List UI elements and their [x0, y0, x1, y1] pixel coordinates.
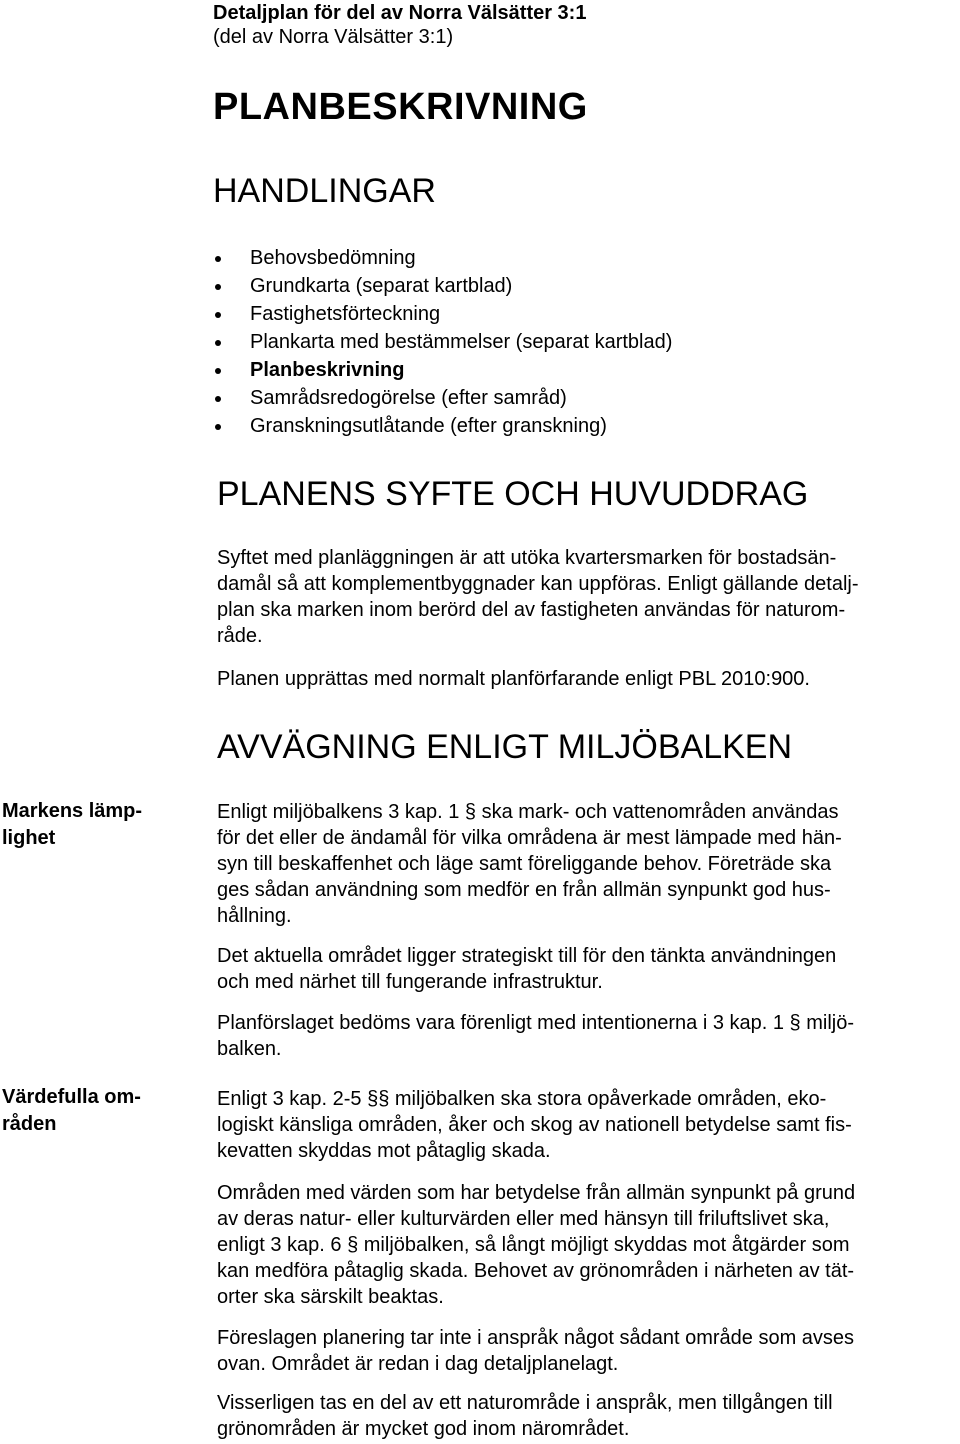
vardefulla-paragraph-4: Visserligen tas en del av ett naturområde i anspråk, men tillgången till grönområden är mycket god inom närområdet. — [217, 1392, 833, 1440]
markens-paragraph-1: Enligt miljöbalkens 3 kap. 1 § ska mark- och vattenområden användas för det eller de ändamål för vilka områdena är mest lämpade med hän- syn till beskaffenhet och läge samt föreliggande behov. Företräde ska ges sådan användning som medför en från allmän synpunkt god hus- hållning. — [217, 801, 842, 927]
markens-paragraph-2: Det aktuella området ligger strategiskt till för den tänkta användningen och med närhet till fungerande infrastruktur. — [217, 945, 837, 993]
list-item: Grundkarta (separat kartblad) — [213, 272, 672, 300]
vardefulla-omraden-label: Värdefulla om- råden — [2, 1086, 141, 1135]
document-title: Detaljplan för del av Norra Välsätter 3:1 — [213, 2, 587, 24]
list-item: Samrådsredogörelse (efter samråd) — [213, 384, 672, 412]
document-list — [213, 244, 672, 440]
vardefulla-paragraph-3: Föreslagen planering tar inte i anspråk något sådant område som avses ovan. Området är redan i dag detaljplanelagt. — [217, 1327, 855, 1375]
list-item: Granskningsutlåtande (efter granskning) — [213, 412, 672, 440]
list-item: Plankarta med bestämmelser (separat kartblad) — [213, 328, 672, 356]
syfte-paragraph-1: Syftet med planläggningen är att utöka kvartersmarken för bostadsän- damål så att komplementbyggnader kan uppföras. Enligt gällande detalj- plan ska marken inom berörd del av fastigheten användas för naturom- råde. — [217, 547, 859, 647]
markens-lamplighet-label: Markens lämp- lighet — [2, 800, 143, 849]
syfte-heading: PLANENS SYFTE OCH HUVUDDRAG — [217, 475, 809, 513]
document-subtitle: (del av Norra Välsätter 3:1) — [213, 26, 454, 48]
list-item-current: Planbeskrivning — [213, 356, 672, 384]
vardefulla-paragraph-1: Enligt 3 kap. 2-5 §§ miljöbalken ska stora opåverkade områden, eko- logiskt känsliga områden, åker och skog av nationell betydelse samt fis- kevatten skyddas mot påtaglig skada. — [217, 1088, 852, 1162]
markens-paragraph-3: Planförslaget bedöms vara förenligt med intentionerna i 3 kap. 1 § miljö- balken. — [217, 1012, 855, 1060]
main-heading: PLANBESKRIVNING — [213, 86, 588, 128]
vardefulla-paragraph-2: Områden med värden som har betydelse från allmän synpunkt på grund av deras natur- eller kulturvärden eller med hänsyn till friluftslivet ska, enligt 3 kap. 6 § miljöbalken, så långt möjligt skyddas mot åtgärder som kan medföra påtaglig skada. Behovet av grönområden i närheten av tät- orter ska särskilt beaktas. — [217, 1182, 856, 1308]
syfte-paragraph-2: Planen upprättas med normalt planförfarande enligt PBL 2010:900. — [217, 668, 810, 690]
list-item: Behovsbedömning — [213, 244, 672, 272]
list-item: Fastighetsförteckning — [213, 300, 672, 328]
avvagning-heading: AVVÄGNING ENLIGT MILJÖBALKEN — [217, 728, 793, 766]
handlingar-heading: HANDLINGAR — [213, 172, 436, 210]
